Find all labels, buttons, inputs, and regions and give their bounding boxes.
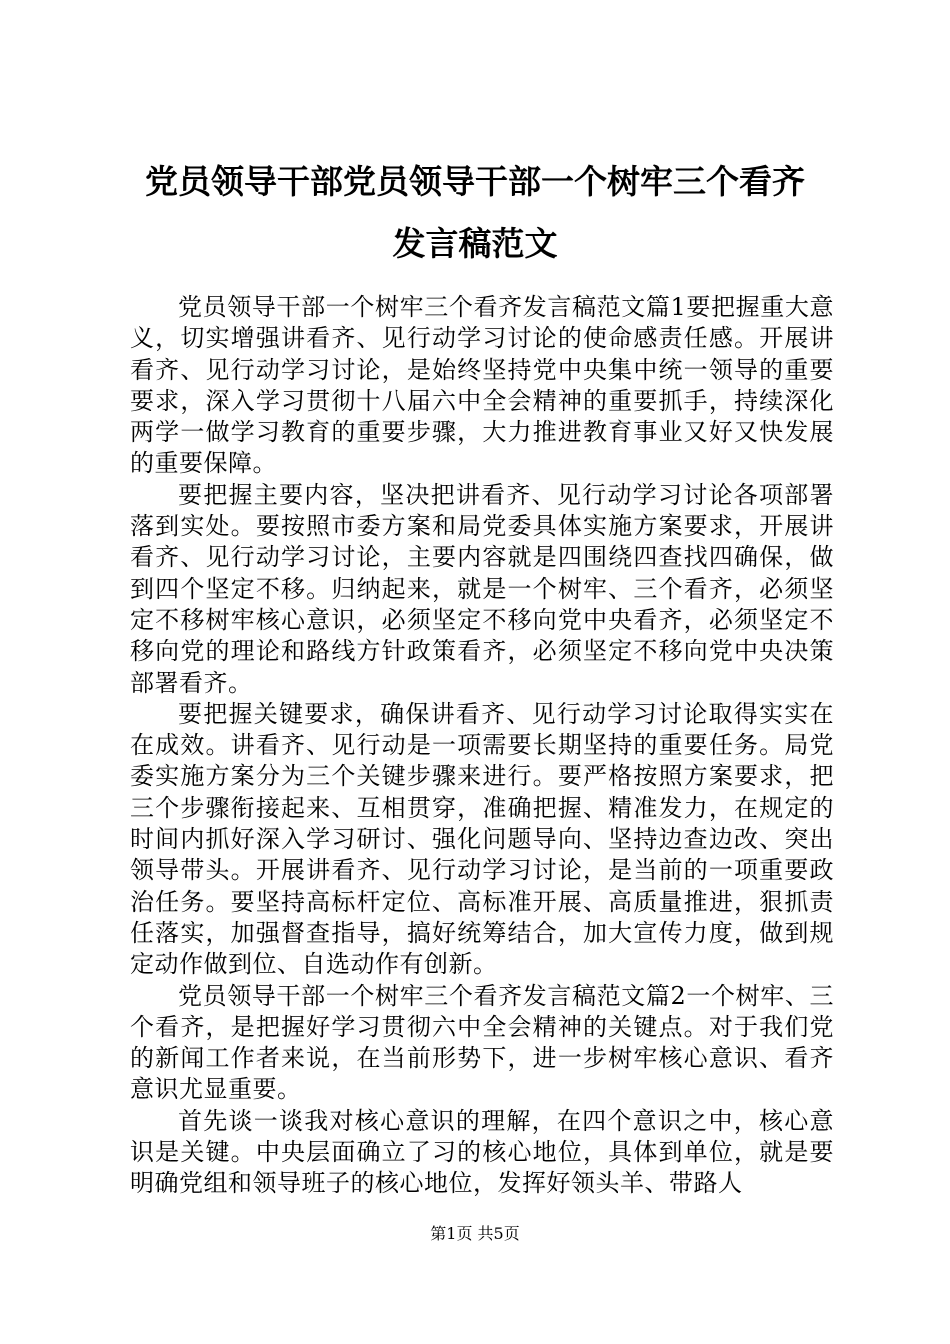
document-title-line-2: 发言稿范文 <box>392 224 558 263</box>
paragraph-2: 要把握主要内容，坚决把讲看齐、见行动学习讨论各项部署落到实处。要按照市委方案和局党委具体实施方案要求，开展讲看齐、见行动学习讨论，主要内容就是四围绕四查找四确保，做到四个坚定不移。归纳起来，就是一个树牢、三个看齐，必须坚定不移树牢核心意识，必须坚定不移向党中央看齐，必须坚定不移向党的理论和路线方针政策看齐，必须坚定不移向党中央决策部署看齐。 <box>130 480 834 697</box>
page-footer: 第1页 共5页 <box>430 1224 520 1243</box>
paragraph-1: 党员领导干部一个树牢三个看齐发言稿范文篇1要把握重大意义，切实增强讲看齐、见行动学习讨论的使命感责任感。开展讲看齐、见行动学习讨论，是始终坚持党中央集中统一领导的重要要求，深入学习贯彻十八届六中全会精神的重要抓手，持续深化两学一做学习教育的重要步骤，大力推进教育事业又好又快发展的重要保障。 <box>130 293 834 478</box>
document-body <box>130 292 834 1200</box>
paragraph-3: 要把握关键要求，确保讲看齐、见行动学习讨论取得实实在在成效。讲看齐、见行动是一项需要长期坚持的重要任务。局党委实施方案分为三个关键步骤来进行。要严格按照方案要求，把三个步骤衔接起来、互相贯穿，准确把握、精准发力，在规定的时间内抓好深入学习研讨、强化问题导向、坚持边查边改、突出领导带头。开展讲看齐、见行动学习讨论，是当前的一项重要政治任务。要坚持高标杆定位、高标准开展、高质量推进，狠抓责任落实，加强督查指导，搞好统筹结合，加大宣传力度，做到规定动作做到位、自选动作有创新。 <box>130 699 834 979</box>
paragraph-4: 党员领导干部一个树牢三个看齐发言稿范文篇2一个树牢、三个看齐，是把握好学习贯彻六中全会精神的关键点。对于我们党的新闻工作者来说，在当前形势下，进一步树牢核心意识、看齐意识尤显重要。 <box>130 981 834 1104</box>
document-title-line-1: 党员领导干部党员领导干部一个树牢三个看齐 <box>145 162 805 201</box>
paragraph-5: 首先谈一谈我对核心意识的理解，在四个意识之中，核心意识是关键。中央层面确立了习的核心地位，具体到单位，就是要明确党组和领导班子的核心地位，发挥好领头羊、带路人 <box>130 1106 834 1198</box>
